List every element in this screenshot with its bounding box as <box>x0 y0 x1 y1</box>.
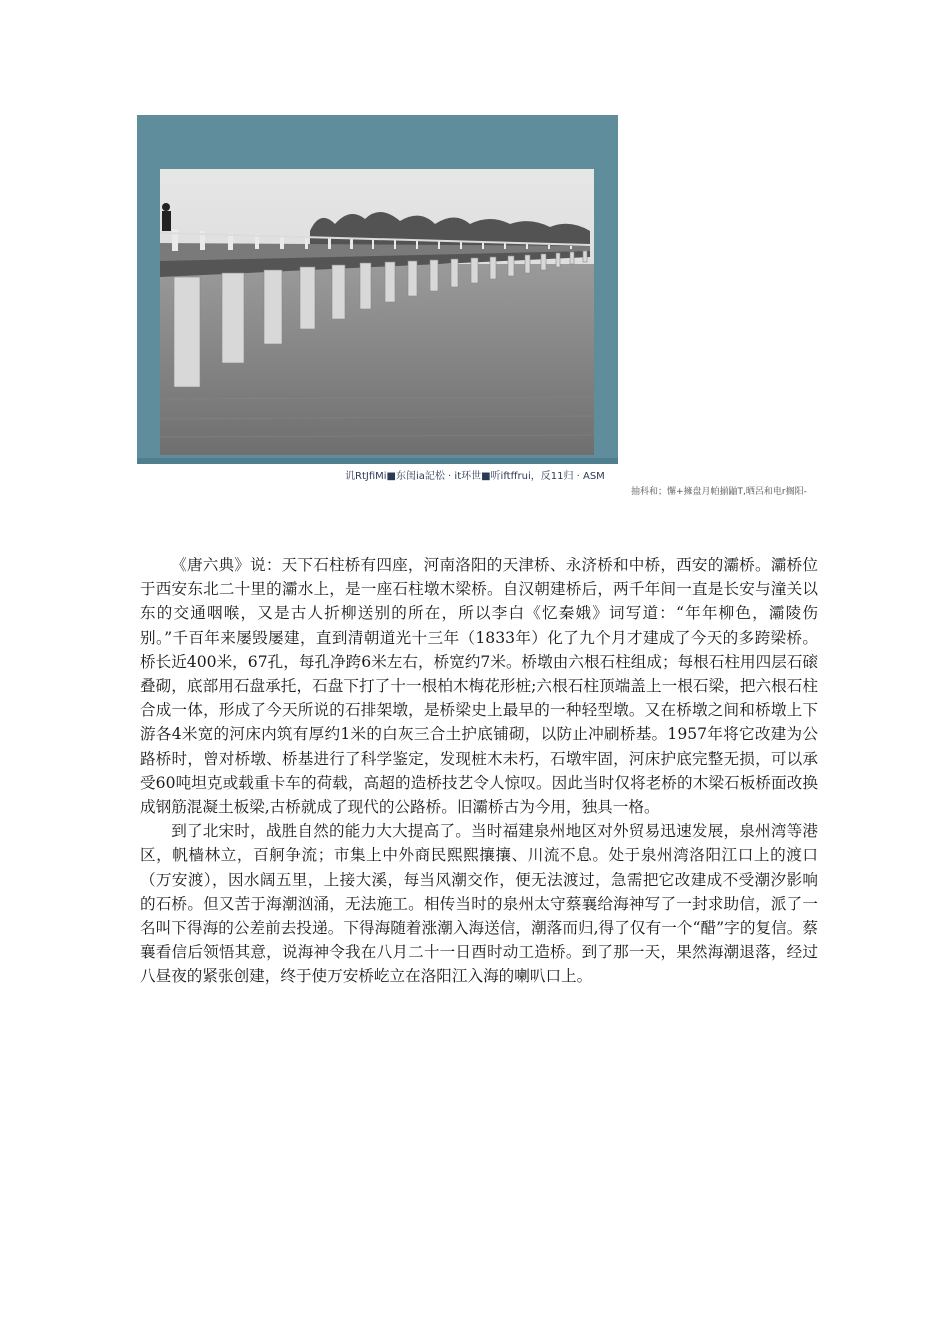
bridge-photo <box>160 169 594 455</box>
paragraph: 《唐六典》说：天下石柱桥有四座，河南洛阳的天津桥、永济桥和中桥，西安的灞桥。灞桥位于西安东北二十里的灞水上，是一座石柱墩木梁桥。自汉朝建桥后，两千年间一直是长安与潼关以东的交通咽喉，又是古人折柳送别的所在，所以李白《忆秦娥》词写道：“年年柳色，灞陵伤别。”千百年来屡毁屡建，直到清朝道光十三年（1833年）化了九个月才建成了今天的多跨梁桥。桥长近400米，67孔，每孔净跨6米左右，桥宽约7米。桥墩由六根石柱组成；每根石柱用四层石磙叠砌，底部用石盘承托，石盘下打了十一根柏木梅花形桩;六根石柱顶端盖上一根石梁，把六根石柱合成一体，形成了今天所说的石排架墩，是桥梁史上最早的一种轻型墩。又在桥墩之间和桥墩上下游各4米宽的河床内筑有厚约1米的白灰三合土护底铺砌，以防止冲刷桥基。1957年将它改建为公路桥时，曾对桥墩、桥基进行了科学鉴定，发现桩木未朽，石墩牢固，河床护底完整无损，可以承受60吨坦克或载重卡车的荷载，高超的造桥技艺令人惊叹。因此当时仅将老桥的木梁石板桥面改换成钢筋混凝土板梁,古桥就成了现代的公路桥。旧灞桥古为今用，独具一格。 <box>140 556 818 817</box>
figure-subcaption: 抽科和；懈+擁盘月帕揃鼬T,晒呂和电r搁阳- <box>631 487 807 497</box>
article-body <box>140 553 818 989</box>
frame-bottom-rule <box>137 458 618 464</box>
bridge-photo-illustration <box>160 169 594 455</box>
figure-caption: 讥RtJfiMi■东闺ia記松 · it环世■听iftffrui，反11归 · ASM <box>345 471 605 482</box>
paragraph: 到了北宋时，战胜自然的能力大大提高了。当时福建泉州地区对外贸易迅速发展，泉州湾等港区，帆樯林立，百舸争流；市集上中外商民熙熙攘攘、川流不息。处于泉州湾洛阳江口上的渡口（万安渡），因水阔五里，上接大溪，每当风潮交作，便无法渡过，急需把它改建成不受潮汐影响的石桥。但又苦于海潮汹涌，无法施工。相传当时的泉州太守蔡襄给海神写了一封求助信，派了一名叫下得海的公差前去投递。下得海随着涨潮入海送信，潮落而归,得了仅有一个“醋”字的复信。蔡襄看信后领悟其意，说海神令我在八月二十一日酉时动工造桥。到了那一天，果然海潮退落，经过八昼夜的紧张创建，终于使万安桥屹立在洛阳江入海的喇叭口上。 <box>140 822 818 986</box>
figure-frame <box>137 115 618 464</box>
